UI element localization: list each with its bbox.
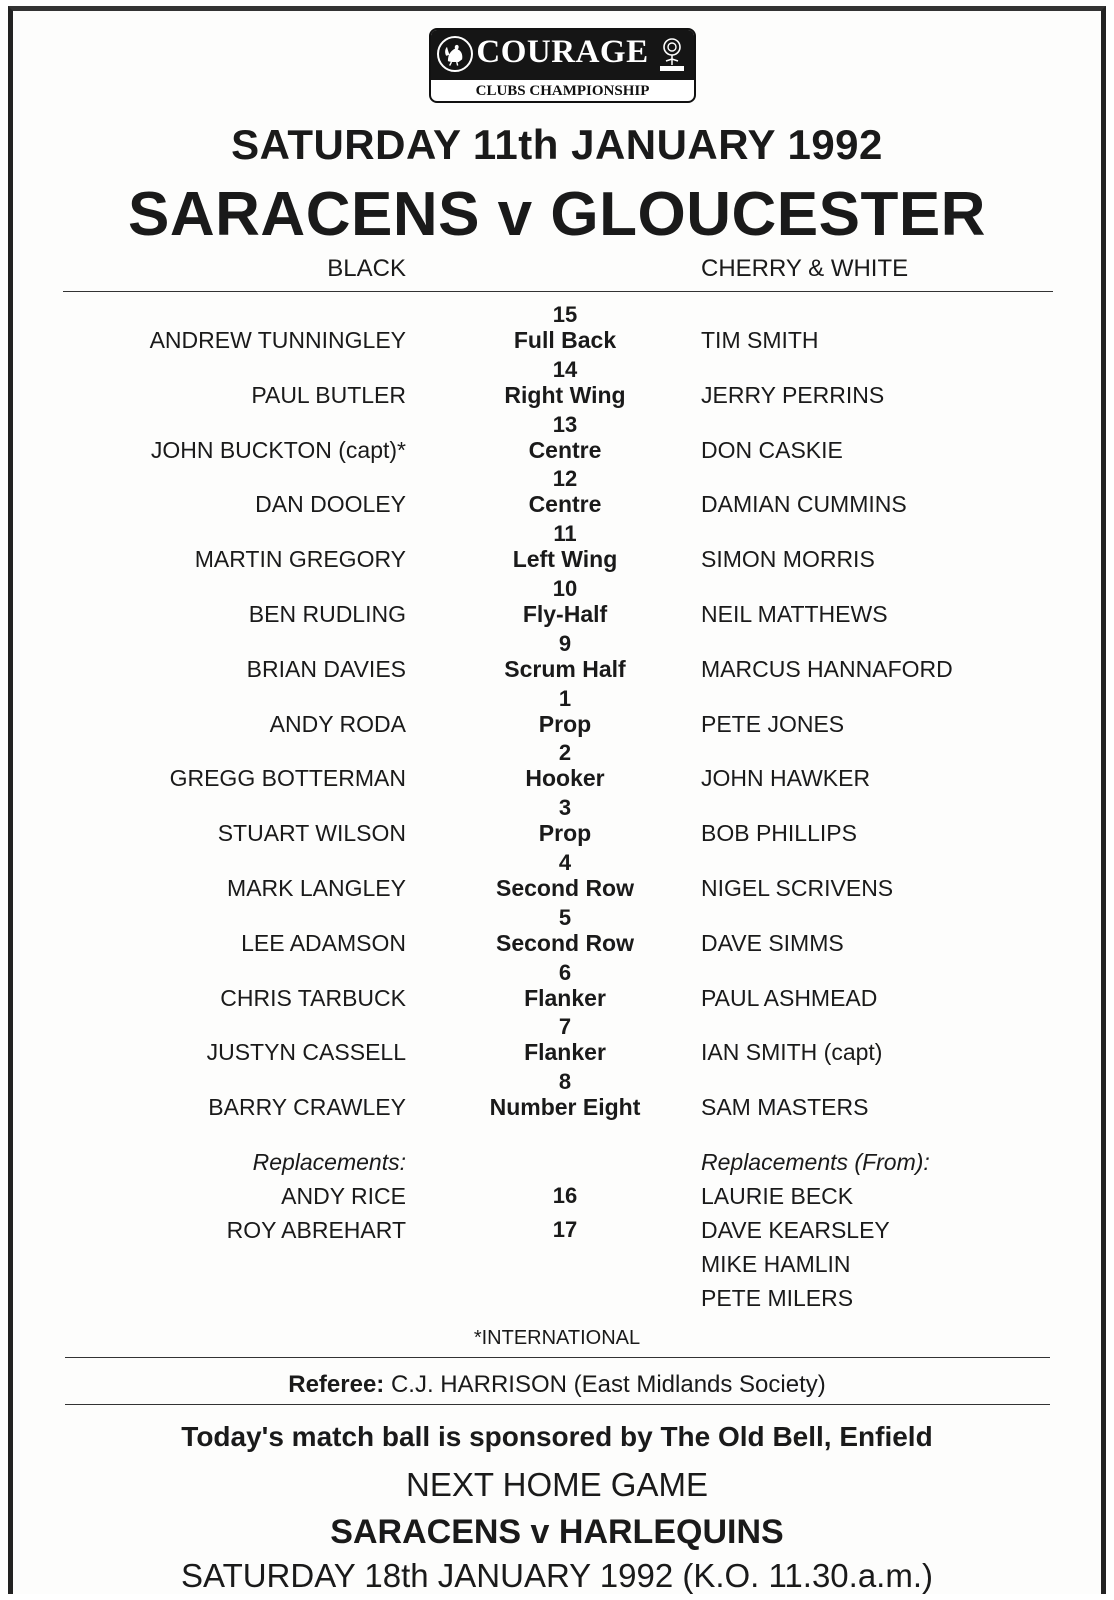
- logo-brand-text: COURAGE: [476, 34, 649, 70]
- position-label: Hooker: [525, 765, 605, 792]
- position-label: Right Wing: [504, 381, 626, 408]
- programme-page: [8, 6, 1106, 1594]
- away-colours: CHERRY & WHITE: [701, 255, 909, 282]
- shirt-number: 10: [552, 575, 578, 601]
- away-replacement: MIKE HAMLIN: [701, 1251, 851, 1277]
- home-player: PAUL BUTLER: [251, 381, 406, 408]
- replacement-row: [13, 1251, 1101, 1285]
- away-player: DAMIAN CUMMINS: [701, 491, 907, 518]
- lineup-row: [13, 1011, 1101, 1066]
- next-game-match: SARACENS v HARLEQUINS: [330, 1513, 784, 1551]
- lineup-row: [13, 299, 1101, 354]
- home-player: JUSTYN CASSELL: [206, 1039, 406, 1066]
- replacement-row: [13, 1285, 1101, 1319]
- away-player: SAM MASTERS: [701, 1094, 869, 1121]
- divider: [65, 1357, 1050, 1358]
- lineup-row: [13, 409, 1101, 464]
- home-player: DAN DOOLEY: [255, 491, 406, 518]
- position-label: Centre: [528, 491, 602, 518]
- shirt-number: 8: [558, 1069, 572, 1095]
- divider: [65, 1404, 1050, 1405]
- away-player: JOHN HAWKER: [701, 765, 871, 792]
- lineup-row: [13, 902, 1101, 957]
- away-replacements-heading: Replacements (From):: [701, 1149, 930, 1175]
- logo-subtitle: CLUBS CHAMPIONSHIP: [475, 83, 650, 99]
- away-player: NEIL MATTHEWS: [701, 600, 888, 627]
- position-label: Prop: [538, 820, 592, 847]
- position-label: Centre: [528, 436, 602, 463]
- next-game-date: SATURDAY 18th JANUARY 1992 (K.O. 11.30.a.m.): [181, 1557, 933, 1594]
- home-player: ANDREW TUNNINGLEY: [149, 327, 406, 353]
- match-title: SARACENS v GLOUCESTER: [128, 180, 986, 249]
- referee-label: Referee:: [288, 1371, 385, 1398]
- position-label: Number Eight: [489, 1094, 641, 1121]
- away-player: PAUL ASHMEAD: [701, 984, 878, 1011]
- position-label: Left Wing: [512, 546, 618, 573]
- shirt-number: 3: [558, 795, 572, 821]
- away-player: MARCUS HANNAFORD: [701, 655, 953, 682]
- away-player: PETE JONES: [701, 710, 845, 737]
- home-player: CHRIS TARBUCK: [220, 984, 406, 1011]
- shirt-number: 1: [558, 685, 572, 711]
- replacement-number: 17: [552, 1217, 578, 1242]
- home-player: ANDY RODA: [269, 710, 406, 737]
- away-player: BOB PHILLIPS: [701, 820, 857, 847]
- shirt-number: 9: [558, 630, 572, 656]
- shirt-number: 14: [552, 356, 578, 382]
- lineup-row: [13, 957, 1101, 1012]
- replacement-row: [13, 1217, 1101, 1251]
- home-replacements-heading: Replacements:: [252, 1149, 406, 1175]
- home-player: BEN RUDLING: [248, 600, 406, 627]
- away-player: TIM SMITH: [701, 327, 819, 353]
- home-player: LEE ADAMSON: [241, 929, 406, 956]
- shirt-number: 4: [558, 849, 572, 875]
- away-player: NIGEL SCRIVENS: [701, 874, 894, 901]
- home-player: MARK LANGLEY: [227, 874, 406, 901]
- away-player: JERRY PERRINS: [701, 381, 885, 408]
- away-player: IAN SMITH (capt): [701, 1039, 883, 1066]
- footnote: *INTERNATIONAL: [473, 1327, 641, 1349]
- divider: [63, 291, 1053, 292]
- lineup-row: [13, 354, 1101, 409]
- home-player: BARRY CRAWLEY: [208, 1094, 406, 1121]
- next-game-title: NEXT HOME GAME: [406, 1466, 708, 1503]
- lineup-row: [13, 1066, 1101, 1121]
- replacement-row: [13, 1183, 1101, 1217]
- away-player: DON CASKIE: [701, 436, 843, 463]
- shirt-number: 12: [552, 466, 578, 492]
- home-replacement: ANDY RICE: [281, 1183, 406, 1209]
- courage-logo: [429, 28, 696, 103]
- logo-banner: [431, 30, 694, 80]
- shirt-number: 15: [552, 302, 578, 327]
- lineup-row: [13, 683, 1101, 738]
- lineup-row: [13, 573, 1101, 628]
- away-player: DAVE SIMMS: [701, 929, 844, 956]
- replacements-list: [13, 1183, 1101, 1319]
- lineup-row: [13, 518, 1101, 573]
- shirt-number: 11: [553, 521, 577, 547]
- home-player: MARTIN GREGORY: [194, 546, 406, 573]
- away-player: SIMON MORRIS: [701, 546, 875, 573]
- referee-line: [13, 1371, 1101, 1399]
- home-replacement: ROY ABREHART: [226, 1217, 406, 1243]
- position-label: Second Row: [495, 929, 634, 956]
- home-player: STUART WILSON: [217, 820, 406, 847]
- shirt-number: 6: [558, 959, 572, 985]
- away-replacement: DAVE KEARSLEY: [701, 1217, 890, 1243]
- position-label: Flanker: [524, 1039, 606, 1066]
- lineup-row: [13, 463, 1101, 518]
- lineup-row: [13, 847, 1101, 902]
- lineup-row: [13, 628, 1101, 683]
- position-label: Scrum Half: [504, 655, 626, 682]
- home-colours: BLACK: [327, 255, 406, 282]
- sponsor-note: Today's match ball is sponsored by The Old Bell, Enfield: [181, 1421, 933, 1452]
- position-label: Prop: [538, 710, 592, 737]
- lineup-row: [13, 792, 1101, 847]
- match-date: SATURDAY 11th JANUARY 1992: [231, 121, 883, 168]
- home-player: JOHN BUCKTON (capt)*: [150, 436, 406, 463]
- lineup-table: [13, 299, 1101, 1121]
- position-label: Fly-Half: [522, 600, 608, 627]
- referee-name: C.J. HARRISON (East Midlands Society): [390, 1371, 826, 1398]
- position-label: Second Row: [495, 874, 634, 901]
- shirt-number: 2: [558, 740, 572, 766]
- position-label: Full Back: [513, 327, 617, 353]
- rose-icon: [656, 35, 688, 73]
- home-player: GREGG BOTTERMAN: [169, 765, 406, 792]
- position-label: Flanker: [524, 984, 606, 1011]
- shirt-number: 7: [558, 1014, 572, 1040]
- replacement-number: 16: [552, 1183, 578, 1208]
- away-replacement: PETE MILERS: [701, 1285, 854, 1311]
- home-player: BRIAN DAVIES: [246, 655, 406, 682]
- shirt-number: 5: [558, 904, 572, 930]
- shirt-number: 13: [552, 411, 578, 437]
- lineup-row: [13, 737, 1101, 792]
- away-replacement: LAURIE BECK: [701, 1183, 854, 1209]
